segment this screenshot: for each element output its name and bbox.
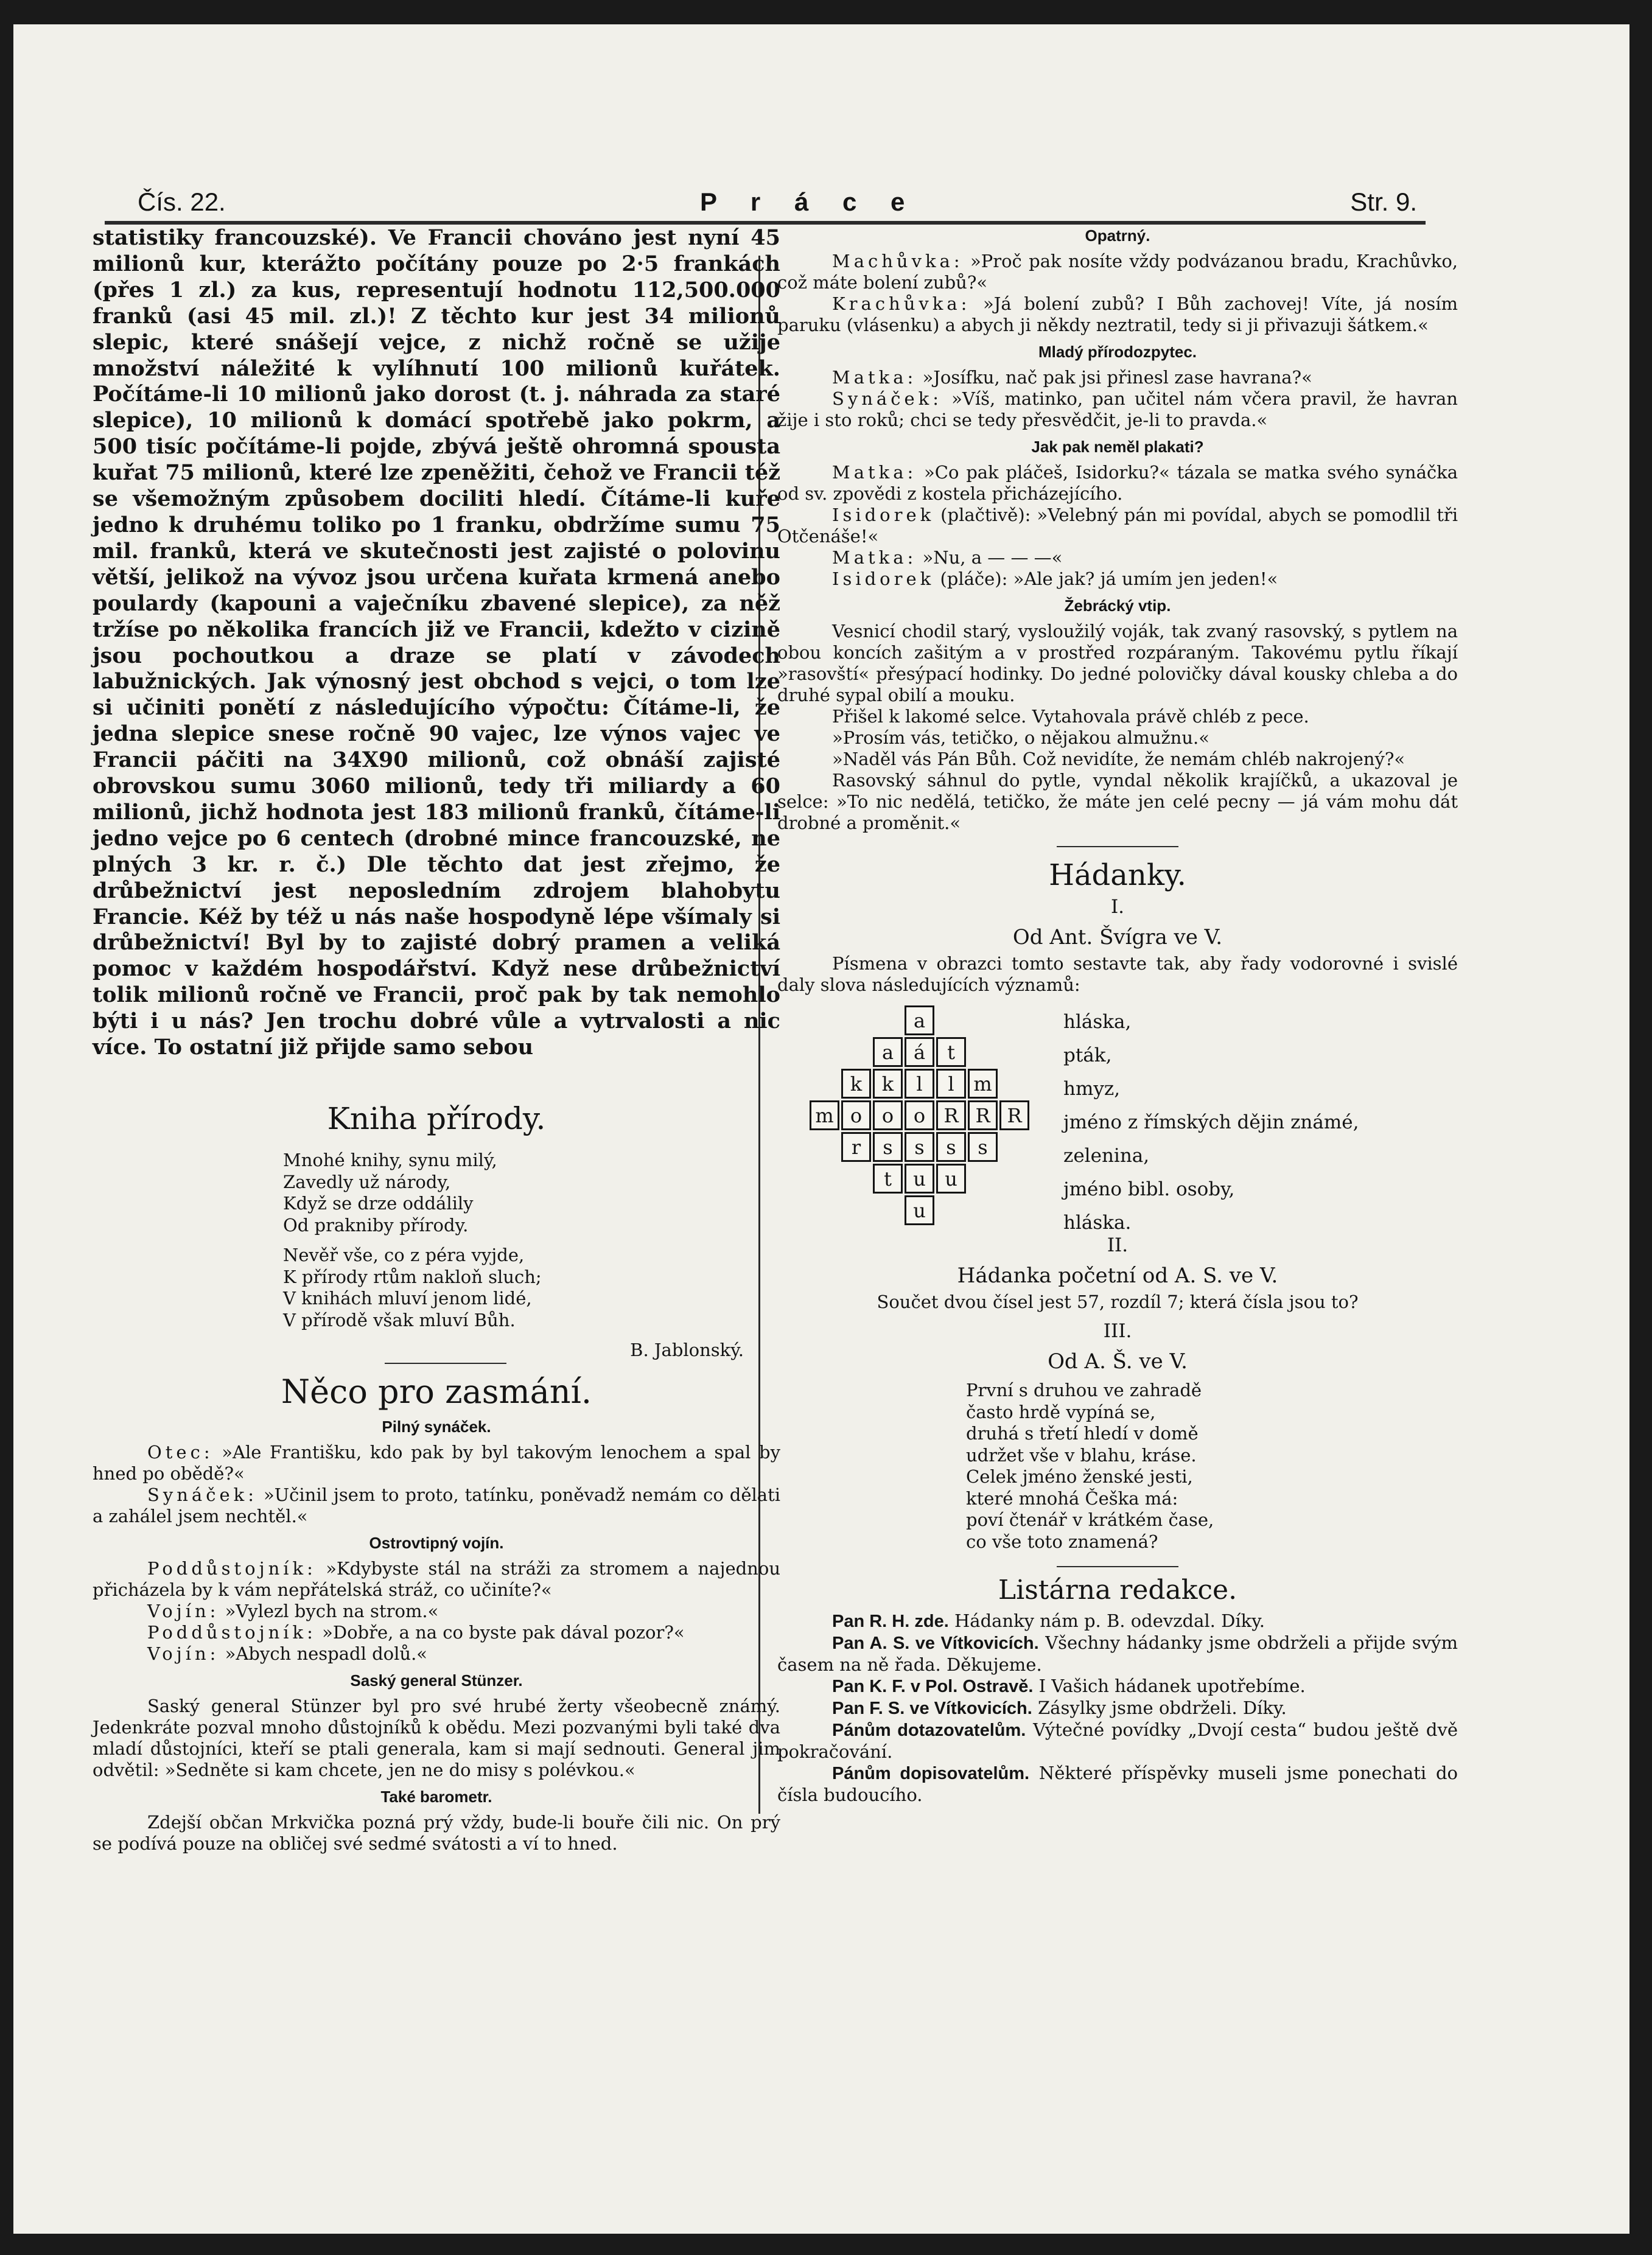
page-number: Str. 9.	[1350, 187, 1417, 216]
grid-cell: k	[873, 1069, 903, 1099]
verse-line: co vše toto znamená?	[966, 1531, 1158, 1552]
grid-cell: R	[936, 1100, 966, 1130]
clue: zelenina,	[1063, 1145, 1150, 1167]
riddle-clues	[1063, 1005, 1359, 1240]
riddle-verse	[966, 1380, 1458, 1553]
poem-stanza-1	[283, 1150, 780, 1236]
joke-text: Saský general Stünzer byl pro své hrubé žerty všeobecně známý. Jedenkráte pozval mnoho důstojníků k obědu. Mezi pozvanými byli také dva mladí důstojníci, kteří se ptali generala, kam si mají sednouti. General jim odvětil: »Sedněte si kam chcete, jen ne do misy s polévkou.«	[93, 1696, 780, 1780]
grid-cell: t	[873, 1164, 903, 1194]
joke-line: Machůvka: »Proč pak nosíte vždy podvázanou bradu, Krachůvko, což máte bolení zubů?«	[777, 251, 1458, 293]
clue: hmyz,	[1063, 1078, 1121, 1100]
grid-cell: m	[810, 1100, 839, 1130]
joke-line: Poddůstojník: »Dobře, a na co byste pak dával pozor?«	[147, 1622, 685, 1643]
joke-line: Vojín: »Abych nespadl dolů.«	[147, 1643, 428, 1664]
grid-cell: s	[968, 1132, 998, 1162]
clue: jméno bibl. osoby,	[1063, 1178, 1235, 1200]
joke-line: Matka: »Josífku, nač pak jsi přinesl zase havrana?«	[832, 367, 1312, 388]
joke-line: Krachůvka: »Já bolení zubů? I Bůh zachovej! Víte, já nosím paruku (vlásenku) a abych ji někdy neztratil, tedy si ji přivazuji šátkem.«	[777, 293, 1458, 335]
joke-title: Žebrácký vtip.	[1064, 596, 1171, 615]
verse-line: často hrdě vypíná se,	[966, 1401, 1156, 1422]
grid-cell: u	[905, 1195, 934, 1225]
joke-text: »Prosím vás, tetičko, o nějakou almužnu.«	[832, 727, 1209, 748]
left-column	[93, 225, 780, 1855]
joke-line: Synáček: »Učinil jsem to proto, tatínku, poněvadž nemám co dělati a zahálel jsem nechtěl.«	[93, 1484, 780, 1526]
riddle-author: Od A. Š. ve V.	[1048, 1349, 1188, 1374]
joke-title: Mladý přírodozpytec.	[1038, 343, 1197, 361]
joke-opatrny	[777, 225, 1458, 336]
joke-title: Jak pak neměl plakati?	[1031, 438, 1204, 456]
joke-text: »Naděl vás Pán Bůh. Což nevidíte, že nemám chléb nakrojený?«	[832, 749, 1405, 769]
joke-line: Matka: »Co pak pláčeš, Isidorku?« tázala se matka svého synáčka od sv. zpovědi z kostela přicházejícího.	[777, 462, 1458, 504]
joke-zebracky-vtip	[777, 595, 1458, 834]
grid-cell: a	[905, 1005, 934, 1035]
grid-cell: u	[936, 1164, 966, 1194]
grid-cell: l	[936, 1069, 966, 1099]
clue: pták,	[1063, 1044, 1112, 1066]
poem	[283, 1150, 780, 1331]
letter-puzzle	[777, 1005, 1458, 1273]
letter-entry: Pan K. F. v Pol. Ostravě. I Vašich hádanek upotřebíme.	[832, 1676, 1306, 1696]
editorial-letters-title: Listárna redakce.	[998, 1575, 1237, 1606]
riddle-author: Od Ant. Švígra ve V.	[1012, 925, 1223, 949]
poem-title: Kniha přírody.	[327, 1101, 546, 1136]
poem-line: Když se drze oddálily	[283, 1193, 474, 1214]
letter-entry: Pan A. S. ve Vítkovicích. Všechny hádanky jsme obdrželi a přijde svým časem na ně řada. Děkujeme.	[777, 1632, 1458, 1675]
page-header	[105, 163, 1426, 216]
clue: hláska.	[1063, 1212, 1132, 1234]
joke-text: Rasovský sáhnul do pytle, vyndal několik krajíčků, a ukazoval je selce: »To nic nedělá, tetičko, že máte jen celé pecny — já vám mohu dát drobné a proměnit.«	[777, 770, 1458, 833]
verse-line: druhá s třetí hledí v domě	[966, 1423, 1199, 1444]
grid-cell: t	[936, 1037, 966, 1067]
joke-title: Saský general Stünzer.	[350, 1671, 523, 1690]
joke-line: Poddůstojník: »Kdybyste stál na stráži za stromem a najednou přicházela by k vám nepřátelská stráž, co učiníte?«	[93, 1558, 780, 1600]
poem-line: Mnohé knihy, synu milý,	[283, 1150, 497, 1170]
grid-cell: a	[873, 1037, 903, 1067]
riddle-number: III.	[1103, 1320, 1132, 1342]
letter-entry: Pan F. S. ve Vítkovicích. Zásylky jsme obdrželi. Díky.	[832, 1697, 1287, 1718]
separator-rule	[385, 1363, 506, 1364]
joke-pilny-synacek	[93, 1416, 780, 1527]
joke-ostrovtipny-vojin	[93, 1533, 780, 1665]
riddle-text: Součet dvou čísel jest 57, rozdíl 7; která čísla jsou to?	[877, 1292, 1359, 1312]
riddle-number: I.	[1110, 896, 1125, 918]
grid-cell: l	[905, 1069, 934, 1099]
joke-title: Opatrný.	[1085, 226, 1150, 245]
poultry-article: statistiky francouzské). Ve Francii chováno jest nyní 45 milionů kur, kterážto počítány pouze po 2·5 frankách (přes 1 zl.) za kus, representují hodnotu 112,500.000 franků (asi 45 mil. zl.)! Z těchto kur jest 34 milionů slepic, které snášejí vejce, z nichž ročně se užije množství náležité k vylíhnutí 100 milionů kuřátek. Počítáme-li 10 milionů jako dorost (t. j. náhrada za staré slepice), 10 milionů k domácí spotřebě jako pokrm, a 500 tisíc počítáme-li pojde, zbývá ještě ohromná spousta kuřat 75 milionů, které lze zpeněžiti, čehož ve Francii též se všemožným způsobem dociliti hledí. Čítáme-li kuře jedno k druhému toliko po 1 franku, obdržíme sumu 75 mil. franků, která ve skutečnosti jest zajisté o polovinu větší, jelikož na vývoz jsou určena kuřata krmená anebo poulardy (kapouni a vaječníku zbavené slepice), za něž tržíse po několika francích již ve Francii, kdežto v cizině jsou pochoutkou a draze se platí v závodech labužnických. Jak výnosný jest obchod s vejci, o tom lze si učiniti ponětí z následujícího výpočtu: Čítáme-li, že jedna slepice snese ročně 90 vajec, lze výnos vajec ve Francii páčiti na 34X90 milionů, což obnáší zajisté obrovskou sumu 3060 milionů, tedy tři miliardy a 60 milionů, jichž hodnota jest 183 milionů franků, čítáme-li jedno vejce po 6 centech (drobné mince francouzské, ne plných 3 kr. r. č.) Dle těchto dat jest zřejmo, že drůbežnictví jest neposledním zdrojem blahobytu Francie. Kéž by též u nás naše hospodyně lépe všímaly si drůbežnictví! Byl by to zajisté dobrý pramen a veliká pomoc v každém hospodářství. Když nese drůbežnictví tolik milionů ročně ve Francii, proč pak by tak nemohlo býti i u nás? Jen trochu dobré vůle a vytrvalosti a nic více. To ostatní již přijde samo sebou	[93, 225, 780, 1060]
joke-line: Isidorek (plačtivě): »Velebný pán mi povídal, abych se pomodlil tři Otčenáše!«	[777, 505, 1458, 547]
verse-line: První s druhou ve zahradě	[966, 1380, 1202, 1400]
separator-rule	[1057, 846, 1178, 847]
joke-line: Synáček: »Víš, matinko, pan učitel nám včera pravil, že havran žije i sto roků; chci se tedy přesvědčit, je-li to pravda.«	[777, 388, 1458, 430]
joke-line: Isidorek (pláče): »Ale jak? já umím jen jeden!«	[832, 568, 1278, 589]
grid-cell: o	[873, 1100, 903, 1130]
letter-entry: Pánům dotazovatelům. Výtečné povídky „Dvojí cesta“ budou ještě dvě pokračování.	[777, 1719, 1458, 1762]
joke-text: Zdejší občan Mrkvička pozná prý vždy, bude-li bouře čili nic. On prý se podívá pouze na obličej své sedmé svátosti a ví to hned.	[93, 1812, 780, 1854]
grid-cell: s	[936, 1132, 966, 1162]
poem-line: Nevěř vše, co z péra vyjde,	[283, 1245, 525, 1265]
grid-cell: o	[841, 1100, 871, 1130]
poem-line: Zavedly už národy,	[283, 1171, 451, 1192]
clue: hláska,	[1063, 1011, 1132, 1033]
joke-title: Také barometr.	[380, 1788, 492, 1806]
joke-title: Ostrovtipný vojín.	[369, 1534, 504, 1552]
joke-text: Přišel k lakomé selce. Vytahovala právě chléb z pece.	[832, 706, 1309, 727]
riddles-title: Hádanky.	[1049, 858, 1186, 892]
joke-mlady-prirodozpytec	[777, 341, 1458, 431]
separator-rule	[1057, 1566, 1178, 1567]
riddle-author: Hádanka početní od A. S. ve V.	[957, 1264, 1278, 1288]
right-column	[777, 225, 1458, 1806]
masthead-title: P r á c e	[700, 187, 919, 216]
editorial-letters	[777, 1610, 1458, 1806]
letter-grid	[809, 1005, 1052, 1273]
verse-line: Celek jméno ženské jesti,	[966, 1466, 1193, 1487]
poem-line: V přírodě však mluví Bůh.	[283, 1309, 516, 1330]
verse-line: poví čtenář v krátkém čase,	[966, 1509, 1214, 1530]
poem-line: Od prakniby přírody.	[283, 1214, 469, 1236]
issue-number: Čís. 22.	[138, 187, 226, 216]
grid-cell: s	[873, 1132, 903, 1162]
grid-cell: R	[968, 1100, 998, 1130]
poem-stanza-2	[283, 1245, 780, 1331]
humor-section-title: Něco pro zasmání.	[281, 1372, 592, 1411]
grid-cell: R	[999, 1100, 1029, 1130]
grid-cell: u	[905, 1164, 934, 1194]
poem-author: B. Jablonský.	[630, 1340, 744, 1360]
clue: jméno z římských dějin známé,	[1063, 1111, 1359, 1133]
joke-line: Vojín: »Vylezl bych na strom.«	[147, 1601, 439, 1621]
riddle-number: II.	[1107, 1234, 1129, 1256]
letter-entry: Pánům dopisovatelům. Některé příspěvky museli jsme ponechati do čísla budoucího.	[777, 1763, 1458, 1805]
riddle-instructions: Písmena v obrazci tomto sestavte tak, aby řady vodorovné i svislé daly slova následujících významů:	[777, 953, 1458, 995]
newspaper-page	[13, 24, 1629, 2234]
grid-cell: m	[968, 1069, 998, 1099]
joke-line: Matka: »Nu, a — — —«	[832, 547, 1063, 568]
joke-jak-pak-nemel-plakati	[777, 436, 1458, 590]
grid-cell: s	[905, 1132, 934, 1162]
header-rule	[105, 221, 1426, 225]
poem-line: K přírody rtům nakloň sluch;	[283, 1266, 542, 1287]
verse-line: udržet vše v blahu, kráse.	[966, 1444, 1197, 1466]
joke-saxon-general	[93, 1670, 780, 1781]
joke-title: Pilný synáček.	[382, 1418, 491, 1436]
joke-text: Vesnicí chodil starý, vysloužilý voják, tak zvaný rasovský, s pytlem na obou koncích zašitým a v prostřed rozpáraným. Takovému pytlu říkají »rasovští« přesýpací hodinky. Do jedné polovičky dával kousky chleba a do druhé sypal obilí a mouku.	[777, 621, 1458, 705]
poem-line: V knihách mluví jenom lidé,	[283, 1288, 532, 1309]
grid-cell: k	[841, 1069, 871, 1099]
grid-cell: o	[905, 1100, 934, 1130]
grid-cell: r	[841, 1132, 871, 1162]
grid-cell: á	[905, 1037, 934, 1067]
letter-entry: Pan R. H. zde. Hádanky nám p. B. odevzdal. Díky.	[832, 1610, 1265, 1631]
joke-line: Otec: »Ale Františku, kdo pak by byl takovým lenochem a spal by hned po obědě?«	[93, 1442, 780, 1484]
verse-line: které mnohá Češka má:	[966, 1488, 1178, 1509]
joke-barometer	[93, 1786, 780, 1855]
